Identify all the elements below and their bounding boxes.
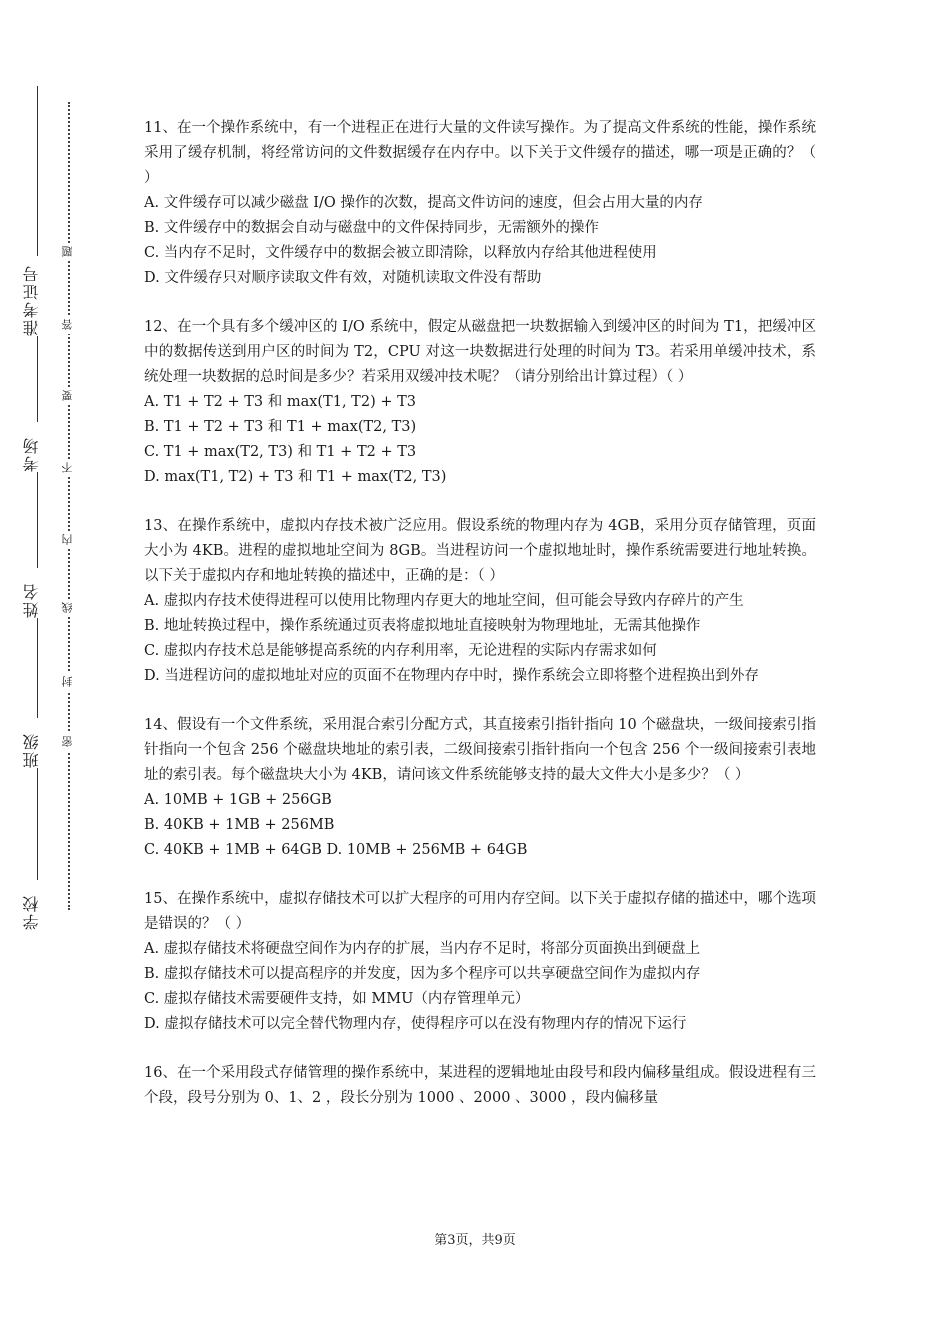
option-c: C. T1 + max(T2, T3) 和 T1 + T2 + T3	[144, 444, 417, 460]
question-stem: 11、在一个操作系统中，有一个进程正在进行大量的文件读写操作。为了提高文件系统的性能，操作系统采用了缓存机制，将经常访问的文件数据缓存在内存中。以下关于文件缓存的描述，哪一项是正确的？（ ）	[144, 120, 816, 186]
name-line	[37, 472, 38, 568]
exam-room-line	[37, 336, 38, 422]
class-line	[37, 618, 38, 718]
question-14	[144, 713, 816, 863]
option-b: B. 文件缓存中的数据会自动与磁盘中的文件保持同步，无需额外的操作	[144, 220, 599, 236]
exam-room-label: 考场	[22, 436, 41, 472]
question-12	[144, 315, 816, 490]
question-stem: 16、在一个采用段式存储管理的操作系统中，某进程的逻辑地址由段号和段内偏移量组成。假设进程有三个段，段号分别为 0、1、2 ，段长分别为 1000 、2000 、3000 ，段内偏移量	[144, 1065, 816, 1106]
option-c: C. 当内存不足时，文件缓存中的数据会被立即清除，以释放内存给其他进程使用	[144, 245, 657, 261]
question-stem: 12、在一个具有多个缓冲区的 I/O 系统中，假定从磁盘把一块数据输入到缓冲区的时间为 T1，把缓冲区中的数据传送到用户区的时间为 T2，CPU 对这一块数据进行处理的时间为 T3。若采用单缓冲技术，系统处理一块数据的总时间是多少？若采用双缓冲技术呢？（请分别给出计算过程）（ ）	[144, 319, 816, 385]
seal-char-feng: 封	[60, 673, 76, 691]
question-13	[144, 514, 816, 689]
page-number: 第3页，共9页	[434, 1233, 516, 1248]
option-a: A. T1 + T2 + T3 和 max(T1, T2) + T3	[144, 394, 416, 410]
seal-char-xian: 线	[60, 599, 76, 617]
option-c: C. 虚拟内存技术总是能够提高系统的内存利用率，无论进程的实际内存需求如何	[144, 643, 657, 659]
option-b: B. 地址转换过程中，操作系统通过页表将虚拟地址直接映射为物理地址，无需其他操作	[144, 618, 701, 634]
seal-char-nei: 内	[60, 531, 76, 549]
option-d: D. max(T1, T2) + T3 和 T1 + max(T2, T3)	[144, 469, 447, 485]
binding-margin	[0, 0, 110, 1344]
seal-char-yao: 要	[60, 387, 76, 405]
question-11	[144, 116, 816, 291]
option-b: B. T1 + T2 + T3 和 T1 + max(T2, T3)	[144, 419, 417, 435]
option-d: D. 虚拟存储技术可以完全替代物理内存，使得程序可以在没有物理内存的情况下运行	[144, 1016, 687, 1032]
question-stem: 13、在操作系统中，虚拟内存技术被广泛应用。假设系统的物理内存为 4GB，采用分页存储管理，页面大小为 4KB。进程的虚拟地址空间为 8GB。当进程访问一个虚拟地址时，操作系统需要进行地址转换。以下关于虚拟内存和地址转换的描述中，正确的是：（ ）	[144, 518, 816, 584]
seal-char-bu: 不	[60, 459, 76, 477]
option-a: A. 虚拟内存技术使得进程可以使用比物理内存更大的地址空间，但可能会导致内存碎片的产生	[144, 593, 744, 609]
seal-line	[68, 102, 70, 910]
question-16	[144, 1061, 816, 1111]
option-b: B. 40KB + 1MB + 256MB	[144, 817, 335, 833]
seal-char-da: 答	[60, 316, 76, 334]
class-label: 班级	[22, 732, 41, 768]
name-label: 姓名	[22, 582, 41, 618]
option-a: A. 10MB + 1GB + 256GB	[144, 792, 332, 808]
school-label: 学校	[22, 894, 41, 930]
option-c-and-d: C. 40KB + 1MB + 64GB D. 10MB + 256MB + 64GB	[144, 842, 528, 858]
question-list	[144, 116, 816, 1135]
seal-char-mi: 密	[60, 733, 76, 751]
option-d: D. 当进程访问的虚拟地址对应的页面不在物理内存中时，操作系统会立即将整个进程换出到外存	[144, 668, 759, 684]
question-15	[144, 887, 816, 1037]
question-stem: 15、在操作系统中，虚拟存储技术可以扩大程序的可用内存空间。以下关于虚拟存储的描述中，哪个选项是错误的？（ ）	[144, 891, 816, 932]
option-a: A. 虚拟存储技术将硬盘空间作为内存的扩展，当内存不足时，将部分页面换出到硬盘上	[144, 941, 701, 957]
option-c: C. 虚拟存储技术需要硬件支持，如 MMU（内存管理单元）	[144, 991, 530, 1007]
option-a: A. 文件缓存可以减少磁盘 I/O 操作的次数，提高文件访问的速度，但会占用大量的内存	[144, 195, 703, 211]
admission-number-label: 准考证号	[22, 264, 41, 336]
option-b: B. 虚拟存储技术可以提高程序的并发度，因为多个程序可以共享硬盘空间作为虚拟内存	[144, 966, 701, 982]
admission-number-line	[37, 86, 38, 256]
seal-char-ti: 题	[60, 243, 76, 261]
school-line	[37, 768, 38, 880]
option-d: D. 文件缓存只对顺序读取文件有效，对随机读取文件没有帮助	[144, 270, 542, 286]
question-stem: 14、假设有一个文件系统，采用混合索引分配方式，其直接索引指针指向 10 个磁盘块，一级间接索引指针指向一个包含 256 个磁盘块地址的索引表，二级间接索引指针指向一个包含 256 个一级间接索引表地址的索引表。每个磁盘块大小为 4KB，请问该文件系统能够支持的最大文件大小是多少？（ ）	[144, 717, 816, 783]
